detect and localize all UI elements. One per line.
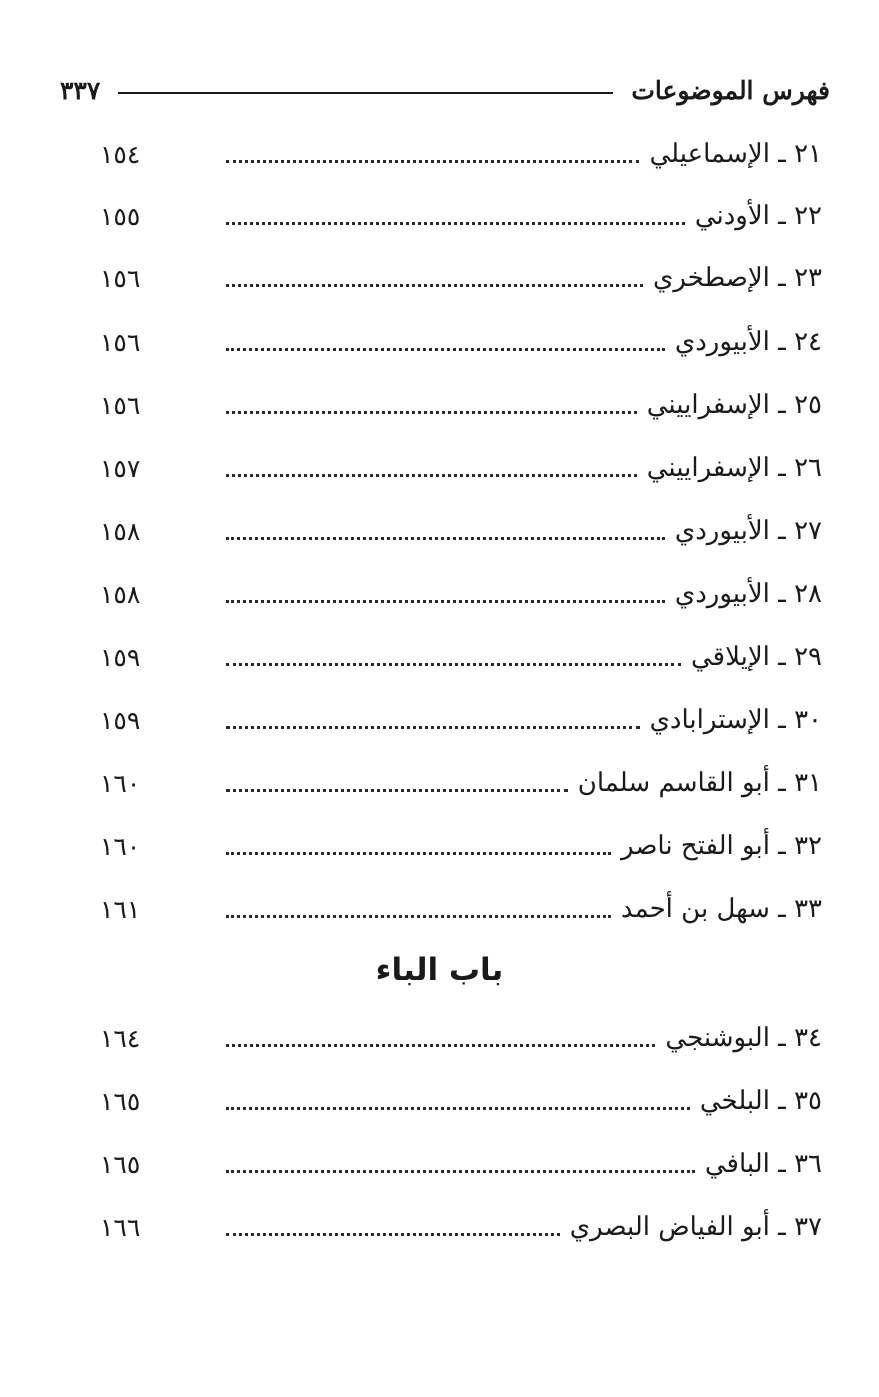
toc-entry <box>100 1079 822 1123</box>
entry-title: ٢٧ ـ الأبيوردي <box>674 516 822 546</box>
dot-leader <box>226 284 643 287</box>
entry-page-number: ١٥٩ <box>100 642 141 672</box>
toc-entry <box>100 698 822 742</box>
dot-leader <box>226 852 611 855</box>
toc-entry <box>100 824 822 868</box>
entry-page-number: ١٥٧ <box>100 453 141 483</box>
toc-entry <box>100 1205 822 1249</box>
dot-leader <box>226 1170 695 1173</box>
entry-title: ٢٤ ـ الأبيوردي <box>674 327 822 357</box>
dot-leader <box>226 663 681 666</box>
dot-leader <box>226 789 568 792</box>
entry-page-number: ١٥٦ <box>100 327 141 357</box>
entry-page-number: ١٦٦ <box>100 1212 141 1242</box>
entry-title: ٣١ ـ أبو القاسم سلمان <box>577 768 822 798</box>
toc-entry <box>100 887 822 931</box>
entry-page-number: ١٥٤ <box>100 139 141 169</box>
entry-page-number: ١٦٥ <box>100 1086 141 1116</box>
dot-leader <box>226 1044 655 1047</box>
entry-title: ٣٧ ـ أبو الفياض البصري <box>569 1212 822 1242</box>
header-rule <box>118 92 613 94</box>
toc-entry <box>100 761 822 805</box>
dot-leader <box>226 411 637 414</box>
entry-title: ٣٤ ـ البوشنجي <box>665 1023 822 1053</box>
entry-title: ٣٥ ـ البلخي <box>699 1086 822 1116</box>
toc-entry <box>100 320 822 364</box>
toc-entry <box>100 572 822 616</box>
entry-page-number: ١٦٥ <box>100 1149 141 1179</box>
toc-entry <box>100 1016 822 1060</box>
entry-title: ٣٠ ـ الإسترابادي <box>649 705 822 735</box>
entry-page-number: ١٥٨ <box>100 579 141 609</box>
dot-leader <box>226 600 665 603</box>
entry-title: ٢٨ ـ الأبيوردي <box>674 579 822 609</box>
section-heading: باب الباء <box>375 952 504 988</box>
entry-page-number: ١٥٦ <box>100 263 141 293</box>
dot-leader <box>226 474 637 477</box>
dot-leader <box>226 1107 690 1110</box>
running-title: فهرس الموضوعات <box>631 75 830 105</box>
page-number: ٣٣٧ <box>60 75 101 105</box>
entry-title: ٣٣ ـ سهل بن أحمد <box>620 894 822 924</box>
entry-page-number: ١٥٩ <box>100 705 141 735</box>
dot-leader <box>226 1233 560 1236</box>
dot-leader <box>226 222 685 225</box>
dot-leader <box>226 915 611 918</box>
toc-entry <box>100 635 822 679</box>
entry-page-number: ١٦٠ <box>100 831 141 861</box>
dot-leader <box>226 348 665 351</box>
toc-entry <box>100 256 822 300</box>
toc-entry <box>100 383 822 427</box>
entry-page-number: ١٥٦ <box>100 390 141 420</box>
toc-entry <box>100 132 822 176</box>
dot-leader <box>226 537 665 540</box>
entry-title: ٢٢ ـ الأودني <box>694 201 822 231</box>
dot-leader <box>226 160 639 163</box>
entry-page-number: ١٦٤ <box>100 1023 141 1053</box>
entry-title: ٢٥ ـ الإسفراييني <box>646 390 822 420</box>
entry-title: ٢١ ـ الإسماعيلي <box>649 139 822 169</box>
toc-entry <box>100 509 822 553</box>
entry-page-number: ١٥٥ <box>100 201 141 231</box>
entry-title: ٣٦ ـ البافي <box>704 1149 822 1179</box>
entry-title: ٢٣ ـ الإصطخري <box>652 263 822 293</box>
entry-page-number: ١٦١ <box>100 894 141 924</box>
toc-entry <box>100 194 822 238</box>
toc-entry <box>100 1142 822 1186</box>
running-header <box>60 72 830 108</box>
entry-title: ٣٢ ـ أبو الفتح ناصر <box>620 831 822 861</box>
toc-entry <box>100 446 822 490</box>
entry-title: ٢٦ ـ الإسفراييني <box>646 453 822 483</box>
entry-title: ٢٩ ـ الإيلاقي <box>691 642 822 672</box>
entry-page-number: ١٥٨ <box>100 516 141 546</box>
dot-leader <box>226 726 640 729</box>
entry-page-number: ١٦٠ <box>100 768 141 798</box>
